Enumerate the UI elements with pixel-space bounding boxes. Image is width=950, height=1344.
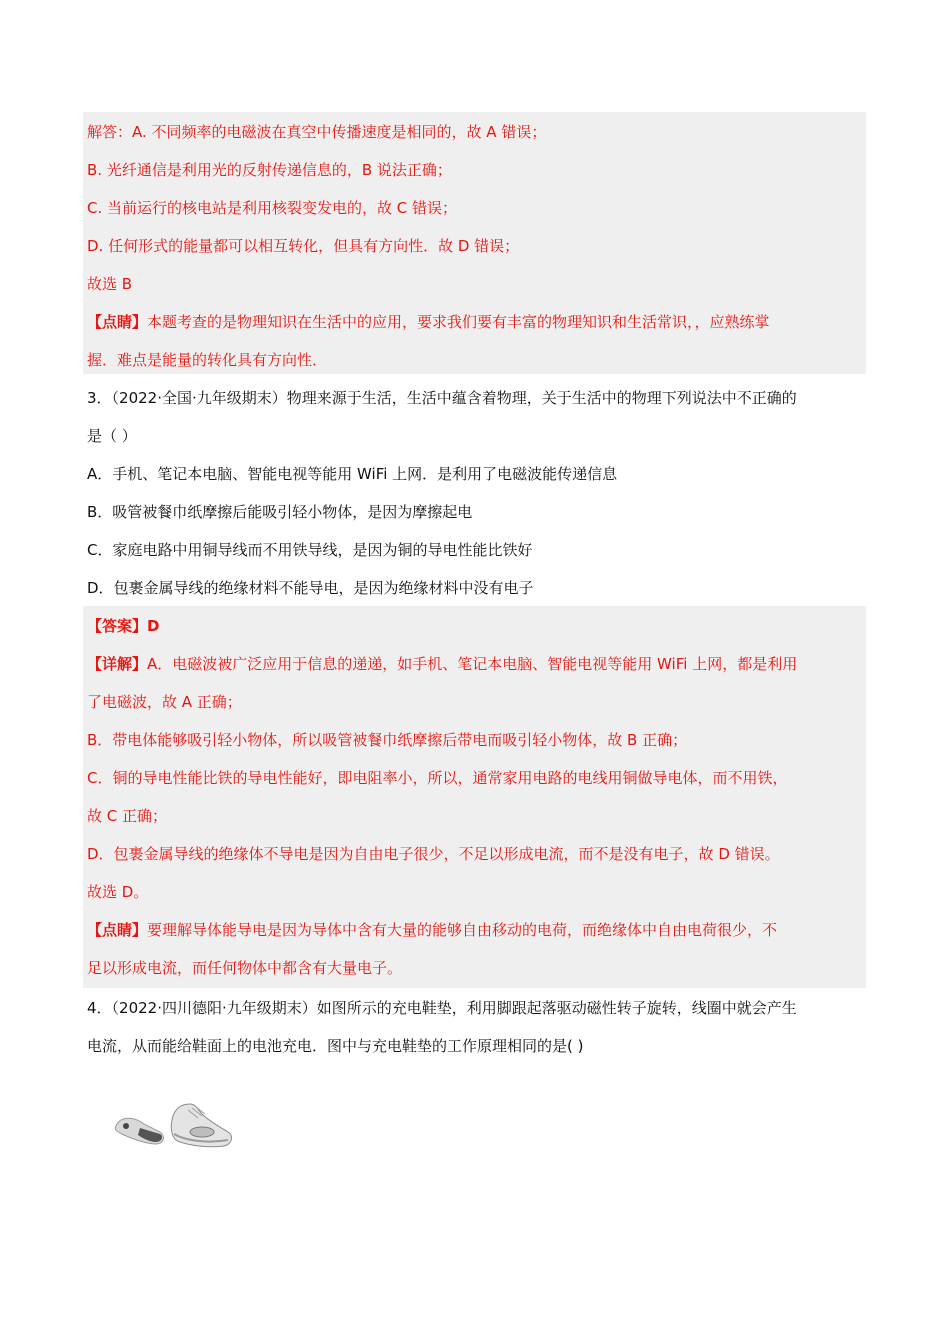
insole-icon — [115, 1118, 163, 1144]
answer-1-conclusion: 故选 B — [87, 275, 133, 293]
question-4-stem-line-1: 4．（2022·四川德阳·九年级期末）如图所示的充电鞋垫，利用脚跟起落驱动磁性转子旋转，线圈中就会产生 — [87, 999, 797, 1017]
answer-2-detail-line-2: 了电磁波，故 A 正确； — [87, 693, 242, 711]
answer-2-answer: 【答案】D — [87, 617, 160, 635]
question-3-option-a: A．手机、笔记本电脑、智能电视等能用 WiFi 上网．是利用了电磁波能传递信息 — [87, 465, 618, 483]
answer-2-tip-line-1 — [87, 920, 777, 940]
tip-text: 本题考查的是物理知识在生活中的应用，要求我们要有丰富的物理知识和生活常识，，应熟练掌 — [147, 313, 770, 331]
answer-1-line-c: C. 当前运行的核电站是利用核裂变发电的，故 C 错误； — [87, 199, 458, 217]
question-3-option-c: C．家庭电路中用铜导线而不用铁导线，是因为铜的导电性能比铁好 — [87, 541, 533, 559]
shoe-icon — [171, 1104, 231, 1147]
answer-2-conclusion: 故选 D。 — [87, 883, 149, 901]
answer-2-tip-line-2: 足以形成电流，而任何物体中都含有大量电子。 — [87, 959, 403, 977]
question-4 — [83, 988, 866, 1068]
answer-1-line-d: D. 任何形式的能量都可以相互转化，但具有方向性．故 D 错误； — [87, 237, 520, 255]
answer-2-line-b: B．带电体能够吸引轻小物体，所以吸管被餐巾纸摩擦后带电而吸引轻小物体，故 B 正确； — [87, 731, 688, 749]
question-3-stem-line-1: 3．（2022·全国·九年级期末）物理来源于生活，生活中蕴含着物理，关于生活中的物理下列说法中不正确的 — [87, 389, 797, 407]
answer-2-line-d: D．包裹金属导线的绝缘体不导电是因为自由电子很少，不足以形成电流，而不是没有电子，故 D 错误。 — [87, 845, 780, 863]
question-4-stem-line-2: 电流，从而能给鞋面上的电池充电．图中与充电鞋垫的工作原理相同的是( ) — [87, 1037, 584, 1055]
question-3-option-d: D．包裹金属导线的绝缘材料不能导电，是因为绝缘材料中没有电子 — [87, 579, 534, 597]
tip-text: 要理解导体能导电是因为导体中含有大量的能够自由移动的电荷，而绝缘体中自由电荷很少，不 — [147, 921, 778, 939]
detail-tag: 【详解】 — [87, 655, 148, 673]
question-3-option-b: B．吸管被餐巾纸摩擦后能吸引轻小物体，是因为摩擦起电 — [87, 503, 473, 521]
answer-1-tip-line-1 — [87, 312, 770, 332]
shoe-insole-illustration — [110, 1098, 240, 1158]
question-3 — [83, 374, 866, 602]
question-3-stem-line-2: 是（ ） — [87, 427, 137, 445]
tip-tag: 【点睛】 — [87, 313, 148, 331]
answer-2-detail-line-1 — [87, 654, 797, 674]
answer-block-1 — [83, 112, 866, 374]
shoe-insole-icon — [110, 1098, 240, 1158]
detail-text: A．电磁波被广泛应用于信息的递递，如手机、笔记本电脑、智能电视等能用 WiFi 上网，都是利用 — [147, 655, 798, 673]
answer-block-2 — [83, 606, 866, 988]
answer-1-line-a: 解答：A. 不同频率的电磁波在真空中传播速度是相同的，故 A 错误； — [87, 123, 547, 141]
answer-1-tip-line-2: 握．难点是能量的转化具有方向性． — [87, 351, 328, 369]
tip-tag: 【点睛】 — [87, 921, 148, 939]
answer-1-line-b: B. 光纤通信是利用光的反射传递信息的，B 说法正确； — [87, 161, 452, 179]
answer-2-line-c-1: C．铜的导电性能比铁的导电性能好，即电阻率小，所以，通常家用电路的电线用铜做导电体，而不用铁， — [87, 769, 788, 787]
answer-2-line-c-2: 故 C 正确； — [87, 807, 168, 825]
